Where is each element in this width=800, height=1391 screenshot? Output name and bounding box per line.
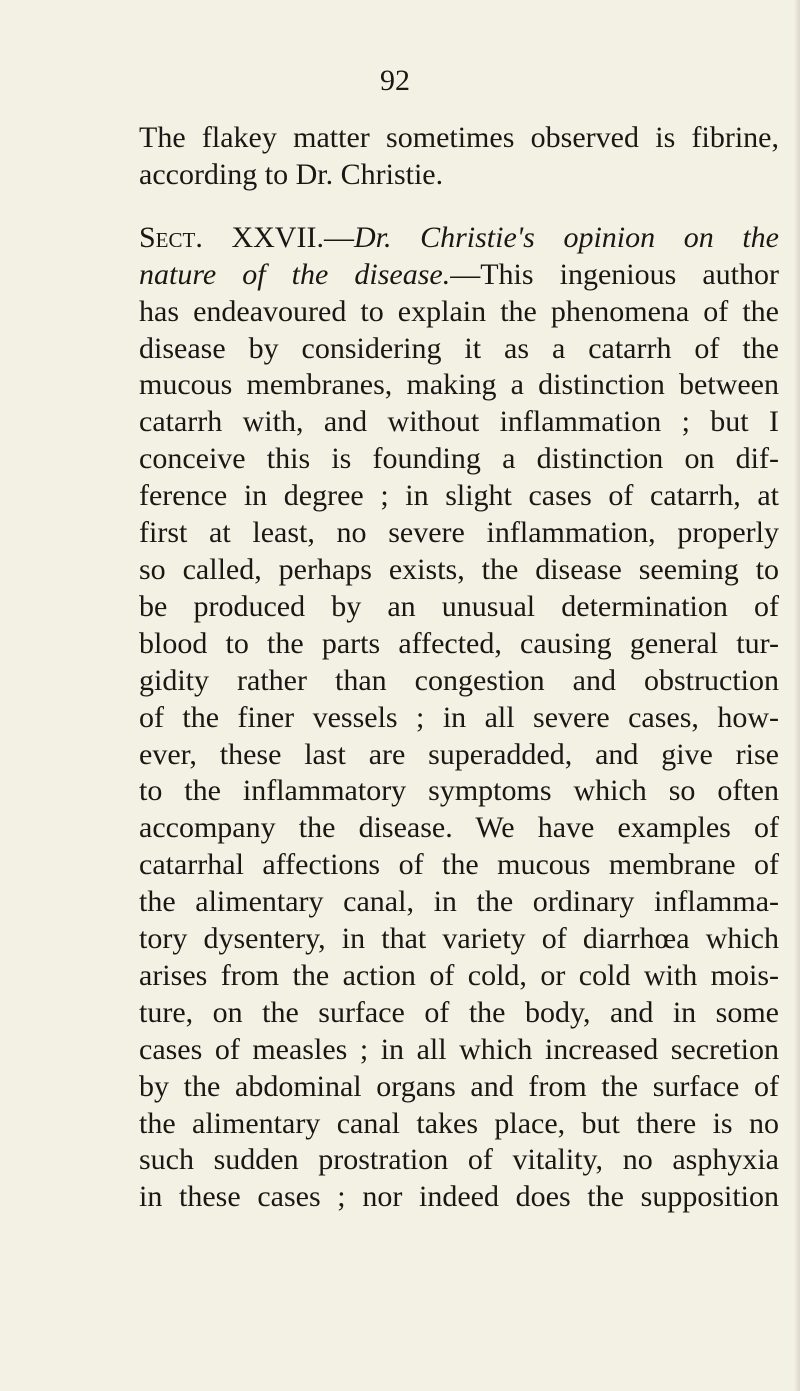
text-line: the alimentary canal, in the ordinary inflamma- bbox=[139, 885, 779, 919]
text-line: so called, perhaps exists, the disease seeming to bbox=[139, 552, 779, 586]
section-heading-line bbox=[139, 220, 779, 257]
section-number: XXVII. bbox=[231, 220, 324, 254]
text-line: cases of measles ; in all which increased secretion bbox=[139, 1032, 779, 1066]
section-title: Dr. Christie's opinion on the bbox=[353, 220, 779, 254]
text-line: ference in degree ; in slight cases of catarrh, at bbox=[139, 479, 779, 513]
text-line: in these cases ; nor indeed does the supposition bbox=[139, 1180, 779, 1214]
text-line: accompany the disease. We have examples of bbox=[139, 811, 779, 845]
text-line: catarrhal affections of the mucous membrane of bbox=[139, 848, 779, 882]
section-dash-2: — bbox=[450, 257, 481, 291]
text-line: be produced by an unusual determination of bbox=[139, 589, 779, 623]
section-title-continued: nature of the disease. bbox=[139, 257, 451, 291]
page-number: 92 bbox=[380, 64, 410, 97]
text-line: according to Dr. Christie. bbox=[139, 157, 444, 191]
text-line: arises from the action of cold, or cold with mois- bbox=[139, 958, 779, 992]
section-heading-line-2 bbox=[139, 257, 779, 294]
text-line: tory dysentery, in that variety of diarrhœa which bbox=[139, 922, 779, 956]
text-line: conceive this is founding a distinction on dif- bbox=[139, 442, 779, 476]
page-edge-shadow bbox=[794, 0, 800, 1391]
text-line: disease by considering it as a catarrh of the bbox=[139, 331, 779, 365]
text-line: ture, on the surface of the body, and in some bbox=[139, 995, 779, 1029]
paragraph-spacer bbox=[139, 194, 779, 220]
section-dash: — bbox=[323, 220, 354, 254]
text-line: by the abdominal organs and from the surface of bbox=[139, 1069, 779, 1103]
text-line: The flakey matter sometimes observed is fibrine, bbox=[139, 121, 779, 154]
section-xxvii bbox=[139, 220, 779, 1216]
text-line: blood to the parts affected, causing general tur- bbox=[139, 626, 779, 660]
text-line: has endeavoured to explain the phenomena of the bbox=[139, 294, 779, 328]
text-line: mucous membranes, making a distinction between bbox=[139, 368, 779, 402]
text-line: the alimentary canal takes place, but there is no bbox=[139, 1106, 779, 1140]
text-line: catarrh with, and without inflammation ; but I bbox=[139, 405, 779, 439]
text-line: such sudden prostration of vitality, no asphyxia bbox=[139, 1143, 779, 1177]
text-line: ever, these last are superadded, and give rise bbox=[139, 737, 779, 771]
text-line: gidity rather than congestion and obstruction bbox=[139, 663, 779, 697]
text-line: to the inflammatory symptoms which so often bbox=[139, 774, 779, 808]
section-label: Sect. bbox=[139, 220, 203, 254]
text-line: first at least, no severe inflammation, properly bbox=[139, 516, 779, 550]
text-line: of the finer vessels ; in all severe cases, how- bbox=[139, 700, 779, 734]
body-text bbox=[139, 120, 779, 1216]
section-first-line-text: This ingenious author bbox=[480, 257, 780, 291]
paragraph-fibrine bbox=[139, 120, 779, 194]
